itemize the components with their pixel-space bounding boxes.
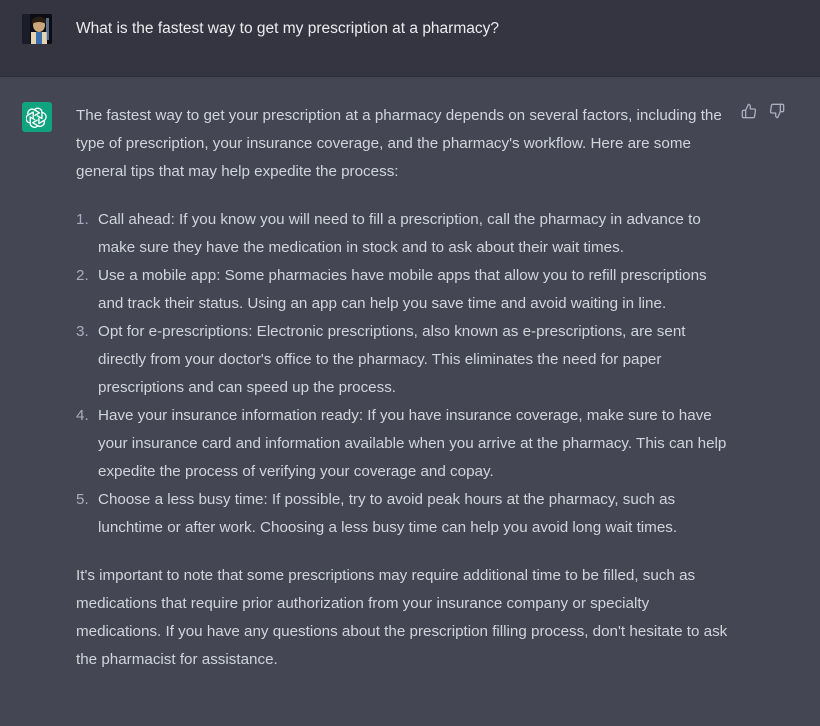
list-item bbox=[76, 318, 736, 402]
thumbs-down-button[interactable] bbox=[768, 102, 786, 120]
list-number: 3. bbox=[76, 323, 89, 340]
list-item-text: Use a mobile app: Some pharmacies have mobile apps that allow you to refill prescriptions and track their status. Using an app can help you save time and avoid waiting in line. bbox=[98, 267, 707, 312]
openai-logo-icon bbox=[26, 106, 48, 128]
list-number: 4. bbox=[76, 407, 89, 424]
list-item-text: Have your insurance information ready: If you have insurance coverage, make sure to have your insurance card and information available when you arrive at the pharmacy. This can help expedite the process of verifying your coverage and copay. bbox=[98, 407, 727, 480]
user-avatar-image bbox=[22, 14, 52, 44]
thumbs-down-icon bbox=[769, 103, 785, 119]
thumbs-up-button[interactable] bbox=[740, 102, 758, 120]
assistant-response bbox=[76, 102, 736, 674]
user-message-row bbox=[0, 0, 820, 77]
list-item-text: Opt for e-prescriptions: Electronic prescriptions, also known as e-prescriptions, are sent directly from your doctor's office to the pharmacy. This eliminates the need for paper prescriptions and can speed up the process. bbox=[98, 323, 686, 396]
user-avatar bbox=[22, 14, 52, 44]
list-number: 5. bbox=[76, 491, 89, 508]
list-item bbox=[76, 262, 736, 318]
list-item bbox=[76, 486, 736, 542]
response-intro: The fastest way to get your prescription at a pharmacy depends on several factors, including the type of prescription, your insurance coverage, and the pharmacy's workflow. Here are some general tips that may help expedite the process: bbox=[76, 107, 722, 180]
list-item-text: Choose a less busy time: If possible, try to avoid peak hours at the pharmacy, such as lunchtime or after work. Choosing a less busy time can help you avoid long wait times. bbox=[98, 491, 678, 536]
tips-list bbox=[76, 206, 736, 542]
list-number: 2. bbox=[76, 267, 89, 284]
list-item bbox=[76, 206, 736, 262]
response-closing: It's important to note that some prescriptions may require additional time to be filled, such as medications that require prior authorization from your insurance company or specialty medications. If you have any questions about the prescription filling process, don't hesitate to ask the pharmacist for assistance. bbox=[76, 567, 728, 668]
assistant-avatar bbox=[22, 102, 52, 132]
feedback-buttons bbox=[740, 102, 786, 120]
list-item-text: Call ahead: If you know you will need to fill a prescription, call the pharmacy in advance to make sure they have the medication in stock and to ask about their wait times. bbox=[98, 211, 701, 256]
thumbs-up-icon bbox=[741, 103, 757, 119]
list-item bbox=[76, 402, 736, 486]
list-number: 1. bbox=[76, 211, 89, 228]
assistant-message-row bbox=[0, 77, 820, 726]
user-question-text: What is the fastest way to get my prescription at a pharmacy? bbox=[76, 20, 499, 37]
